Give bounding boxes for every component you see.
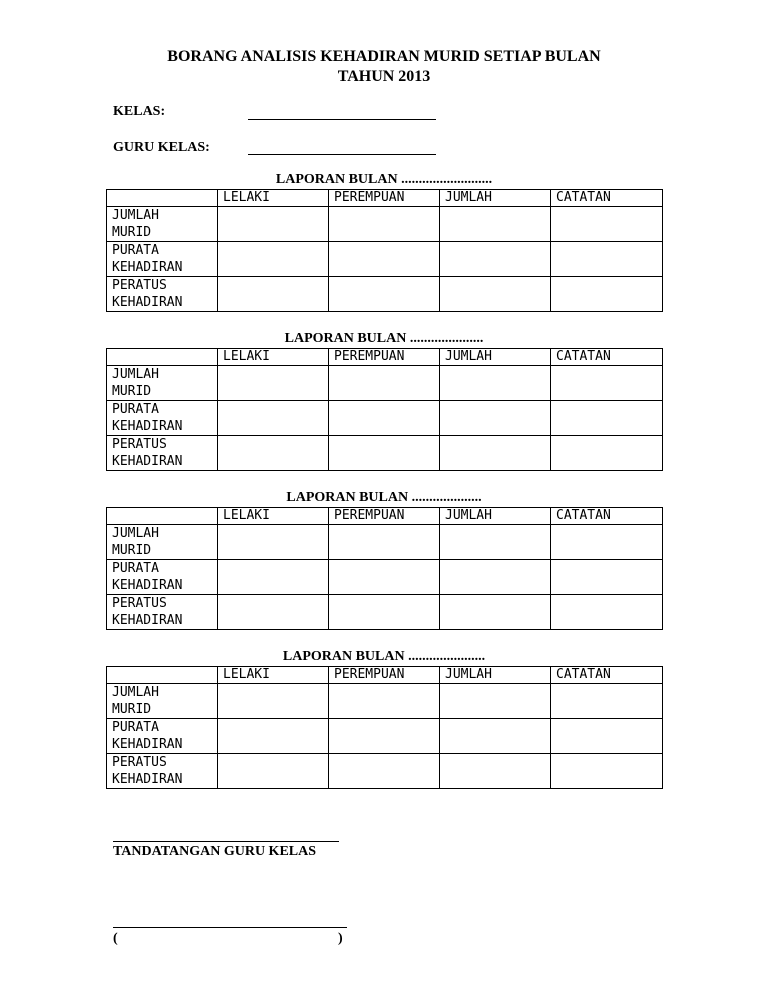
column-header: PEREMPUAN bbox=[329, 508, 440, 525]
entry-cell[interactable] bbox=[329, 684, 440, 719]
row-label-line: MURID bbox=[112, 702, 152, 717]
column-header: PEREMPUAN bbox=[329, 190, 440, 207]
column-header: JUMLAH bbox=[440, 349, 551, 366]
row-label bbox=[107, 719, 218, 754]
entry-cell[interactable] bbox=[329, 242, 440, 277]
header-cell-blank bbox=[107, 667, 218, 684]
header-row bbox=[107, 349, 663, 366]
entry-cell[interactable] bbox=[329, 525, 440, 560]
row-label-line: KEHADIRAN bbox=[112, 454, 183, 469]
row-label-line: PERATUS bbox=[112, 437, 167, 452]
column-header: CATATAN bbox=[551, 667, 663, 684]
report-table bbox=[106, 507, 663, 630]
form-title: BORANG ANALISIS KEHADIRAN MURID SETIAP BULAN bbox=[167, 48, 601, 65]
laporan-bulan-heading: LAPORAN BULAN .................... bbox=[286, 490, 482, 505]
column-header: LELAKI bbox=[218, 190, 329, 207]
name-line[interactable] bbox=[113, 927, 347, 928]
column-header: JUMLAH bbox=[440, 667, 551, 684]
entry-cell[interactable] bbox=[218, 277, 329, 312]
entry-cell[interactable] bbox=[551, 560, 663, 595]
row-label-line: JUMLAH bbox=[112, 208, 159, 223]
entry-cell[interactable] bbox=[329, 366, 440, 401]
table-row bbox=[107, 277, 663, 312]
signature-label: TANDATANGAN GURU KELAS bbox=[113, 844, 317, 859]
row-label-line: KEHADIRAN bbox=[112, 260, 183, 275]
table-row bbox=[107, 525, 663, 560]
report-table bbox=[106, 348, 663, 471]
row-label-line: PERATUS bbox=[112, 278, 167, 293]
entry-cell[interactable] bbox=[551, 719, 663, 754]
row-label bbox=[107, 595, 218, 630]
entry-cell[interactable] bbox=[329, 401, 440, 436]
entry-cell[interactable] bbox=[551, 595, 663, 630]
entry-cell[interactable] bbox=[440, 366, 551, 401]
row-label bbox=[107, 366, 218, 401]
column-header: JUMLAH bbox=[440, 508, 551, 525]
entry-cell[interactable] bbox=[329, 560, 440, 595]
report-table bbox=[106, 189, 663, 312]
row-label bbox=[107, 684, 218, 719]
header-cell-blank bbox=[107, 349, 218, 366]
row-label bbox=[107, 525, 218, 560]
row-label bbox=[107, 754, 218, 789]
row-label-line: MURID bbox=[112, 225, 152, 240]
entry-cell[interactable] bbox=[440, 560, 551, 595]
entry-cell[interactable] bbox=[218, 401, 329, 436]
column-header: LELAKI bbox=[218, 508, 329, 525]
entry-cell[interactable] bbox=[440, 684, 551, 719]
entry-cell[interactable] bbox=[329, 754, 440, 789]
signature-line[interactable] bbox=[113, 841, 339, 842]
entry-cell[interactable] bbox=[218, 560, 329, 595]
laporan-bulan-heading: LAPORAN BULAN ...................... bbox=[282, 649, 486, 664]
entry-cell[interactable] bbox=[218, 525, 329, 560]
row-label-line: JUMLAH bbox=[112, 526, 159, 541]
entry-cell[interactable] bbox=[218, 366, 329, 401]
entry-cell[interactable] bbox=[440, 595, 551, 630]
laporan-bulan-heading: LAPORAN BULAN ..................... bbox=[284, 331, 484, 346]
entry-cell[interactable] bbox=[440, 436, 551, 471]
entry-cell[interactable] bbox=[440, 277, 551, 312]
entry-cell[interactable] bbox=[329, 277, 440, 312]
table-row bbox=[107, 560, 663, 595]
row-label-line: KEHADIRAN bbox=[112, 419, 183, 434]
table-row bbox=[107, 719, 663, 754]
table-row bbox=[107, 684, 663, 719]
entry-cell[interactable] bbox=[551, 277, 663, 312]
header-cell-blank bbox=[107, 190, 218, 207]
column-header: CATATAN bbox=[551, 190, 663, 207]
laporan-bulan-heading: LAPORAN BULAN .......................... bbox=[275, 172, 493, 187]
table-row bbox=[107, 242, 663, 277]
entry-cell[interactable] bbox=[329, 436, 440, 471]
entry-cell[interactable] bbox=[440, 242, 551, 277]
row-label bbox=[107, 207, 218, 242]
column-header: PEREMPUAN bbox=[329, 667, 440, 684]
entry-cell[interactable] bbox=[218, 719, 329, 754]
entry-cell[interactable] bbox=[329, 595, 440, 630]
table-row bbox=[107, 595, 663, 630]
entry-cell[interactable] bbox=[329, 719, 440, 754]
column-header: CATATAN bbox=[551, 349, 663, 366]
column-header: JUMLAH bbox=[440, 190, 551, 207]
kelas-label: KELAS: bbox=[113, 104, 166, 119]
entry-cell[interactable] bbox=[329, 207, 440, 242]
kelas-field[interactable] bbox=[248, 119, 436, 120]
row-label bbox=[107, 560, 218, 595]
report-table bbox=[106, 666, 663, 789]
row-label-line: KEHADIRAN bbox=[112, 578, 183, 593]
row-label-line: KEHADIRAN bbox=[112, 613, 183, 628]
row-label-line: KEHADIRAN bbox=[112, 772, 183, 787]
entry-cell[interactable] bbox=[440, 719, 551, 754]
row-label-line: PERATUS bbox=[112, 755, 167, 770]
table-row bbox=[107, 401, 663, 436]
entry-cell[interactable] bbox=[551, 366, 663, 401]
column-header: LELAKI bbox=[218, 349, 329, 366]
row-label-line: MURID bbox=[112, 384, 152, 399]
row-label-line: JUMLAH bbox=[112, 367, 159, 382]
row-label-line: PERATUS bbox=[112, 596, 167, 611]
row-label bbox=[107, 242, 218, 277]
column-header: LELAKI bbox=[218, 667, 329, 684]
row-label bbox=[107, 401, 218, 436]
table-row bbox=[107, 754, 663, 789]
header-row bbox=[107, 190, 663, 207]
guru-kelas-label: GURU KELAS: bbox=[113, 140, 210, 155]
row-label-line: JUMLAH bbox=[112, 685, 159, 700]
entry-cell[interactable] bbox=[218, 754, 329, 789]
entry-cell[interactable] bbox=[218, 207, 329, 242]
entry-cell[interactable] bbox=[551, 207, 663, 242]
row-label-line: KEHADIRAN bbox=[112, 737, 183, 752]
guru-kelas-field[interactable] bbox=[248, 154, 436, 155]
column-header: PEREMPUAN bbox=[329, 349, 440, 366]
entry-cell[interactable] bbox=[551, 401, 663, 436]
column-header: CATATAN bbox=[551, 508, 663, 525]
entry-cell[interactable] bbox=[551, 525, 663, 560]
entry-cell[interactable] bbox=[551, 436, 663, 471]
entry-cell[interactable] bbox=[218, 436, 329, 471]
row-label-line: KEHADIRAN bbox=[112, 295, 183, 310]
entry-cell[interactable] bbox=[440, 207, 551, 242]
name-open-paren: ( bbox=[113, 931, 118, 946]
entry-cell[interactable] bbox=[218, 595, 329, 630]
row-label-line: MURID bbox=[112, 543, 152, 558]
row-label-line: PURATA bbox=[112, 243, 159, 258]
header-row bbox=[107, 508, 663, 525]
entry-cell[interactable] bbox=[551, 684, 663, 719]
table-row bbox=[107, 436, 663, 471]
row-label bbox=[107, 436, 218, 471]
entry-cell[interactable] bbox=[440, 754, 551, 789]
entry-cell[interactable] bbox=[440, 525, 551, 560]
table-row bbox=[107, 366, 663, 401]
name-close-paren: ) bbox=[338, 931, 343, 946]
row-label-line: PURATA bbox=[112, 402, 159, 417]
entry-cell[interactable] bbox=[551, 754, 663, 789]
entry-cell[interactable] bbox=[218, 684, 329, 719]
entry-cell[interactable] bbox=[440, 401, 551, 436]
header-row bbox=[107, 667, 663, 684]
row-label-line: PURATA bbox=[112, 561, 159, 576]
table-row bbox=[107, 207, 663, 242]
header-cell-blank bbox=[107, 508, 218, 525]
entry-cell[interactable] bbox=[218, 242, 329, 277]
entry-cell[interactable] bbox=[551, 242, 663, 277]
row-label-line: PURATA bbox=[112, 720, 159, 735]
form-year: TAHUN 2013 bbox=[337, 68, 431, 85]
row-label bbox=[107, 277, 218, 312]
